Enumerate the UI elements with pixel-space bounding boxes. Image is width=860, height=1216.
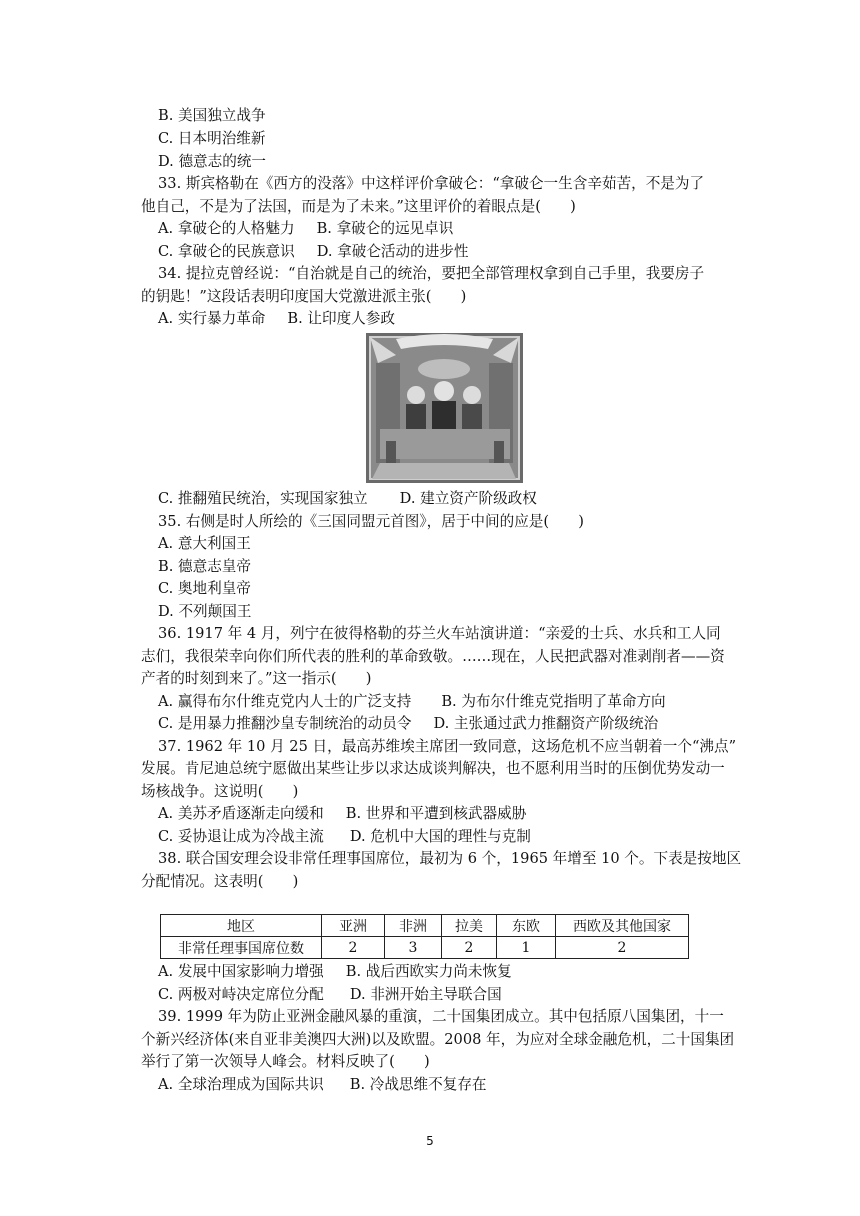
q33-option-b: B. 拿破仑的远见卓识 [316, 220, 454, 237]
q38-option-a: A. 发展中国家影响力增强 [158, 963, 324, 980]
q38-option-b: B. 战后西欧实力尚未恢复 [345, 963, 512, 980]
table-header-cell: 东欧 [497, 915, 556, 937]
q38-option-d: D. 非洲开始主导联合国 [349, 986, 502, 1003]
q33-stem-line1: 33. 斯宾格勒在《西方的没落》中这样评价拿破仑：“拿破仑一生含辛茹苦，不是为了 [158, 175, 705, 192]
q39-stem-line1: 39. 1999 年为防止亚洲金融风暴的重演，二十国集团成立。其中包括原八国集团，十一 [158, 1008, 724, 1025]
q37-options-ab [158, 803, 526, 825]
table-cell: 1 [497, 937, 556, 959]
q36-option-b: B. 为布尔什维克党指明了革命方向 [441, 693, 666, 710]
table-header-row [161, 915, 689, 937]
q36-stem-line1: 36. 1917 年 4 月，列宁在彼得格勒的芬兰火车站演讲道：“亲爱的士兵、水兵和工人同 [158, 625, 721, 642]
q36-stem-line2: 志们，我很荣幸向你们所代表的胜利的革命致敬。……现在，人民把武器对准剥削者——资 [141, 648, 725, 665]
table-cell: 2 [442, 937, 497, 959]
q37-option-c: C. 妥协退让成为冷战主流 [158, 828, 324, 845]
q34-options-ab [158, 308, 395, 330]
page-number: 5 [426, 1134, 434, 1148]
q34-stem-line1: 34. 提拉克曾经说：“自治就是自己的统治，要把全部管理权拿到自己手里，我要房子 [158, 265, 705, 282]
table-header-cell: 亚洲 [322, 915, 385, 937]
q36-option-c: C. 是用暴力推翻沙皇专制统治的动员令 [158, 715, 412, 732]
triple-alliance-portrait-image [366, 333, 523, 483]
q35-option-d: D. 不列颠国王 [158, 603, 252, 620]
q32-option-c: C. 日本明治维新 [158, 130, 266, 147]
q36-stem-line3: 产者的时刻到来了。”这一指示( ) [141, 670, 372, 687]
q38-options-ab [158, 961, 512, 983]
q33-option-a: A. 拿破仑的人格魅力 [158, 220, 295, 237]
q39-options-ab [158, 1074, 487, 1096]
q39-stem-line2: 个新兴经济体(来自亚非美澳四大洲)以及欧盟。2008 年，为应对全球金融危机，二十国集团 [141, 1031, 735, 1048]
q35-stem: 35. 右侧是时人所绘的《三国同盟元首图》，居于中间的应是( ) [158, 513, 584, 530]
q35-option-a: A. 意大利国王 [158, 535, 251, 552]
q38-options-cd [158, 984, 502, 1006]
q37-stem-line3: 场核战争。这说明( ) [141, 783, 299, 800]
q34-option-c: C. 推翻殖民统治，实现国家独立 [158, 490, 368, 507]
q34-option-d: D. 建立资产阶级政权 [399, 490, 537, 507]
q38-stem-line2: 分配情况。这表明( ) [141, 873, 299, 890]
q38-option-c: C. 两极对峙决定席位分配 [158, 986, 324, 1003]
q36-option-d: D. 主张通过武力推翻资产阶级统治 [433, 715, 659, 732]
q33-option-d: D. 拿破仑活动的进步性 [316, 243, 469, 260]
q34-stem-line2: 的钥匙！”这段话表明印度国大党激进派主张( ) [141, 288, 467, 305]
table-header-cell: 拉美 [442, 915, 497, 937]
q39-stem-line3: 举行了第一次领导人峰会。材料反映了( ) [141, 1053, 430, 1070]
q37-stem-line1: 37. 1962 年 10 月 25 日，最高苏维埃主席团一致同意，这场危机不应当朝着一个“沸点” [158, 738, 737, 755]
q38-stem-line1: 38. 联合国安理会设非常任理事国席位，最初为 6 个，1965 年增至 10 个。下表是按地区 [158, 850, 742, 867]
q34-option-a: A. 实行暴力革命 [158, 310, 266, 327]
q37-options-cd [158, 826, 531, 848]
q34-option-b: B. 让印度人参政 [287, 310, 395, 327]
q34-options-cd [158, 488, 537, 510]
q35-option-b: B. 德意志皇帝 [158, 558, 251, 575]
table-row [161, 937, 689, 959]
seat-distribution-table [160, 914, 689, 959]
q37-option-a: A. 美苏矛盾逐渐走向缓和 [158, 805, 324, 822]
table-cell: 2 [322, 937, 385, 959]
q32-option-d: D. 德意志的统一 [158, 153, 267, 170]
q35-option-c: C. 奥地利皇帝 [158, 580, 251, 597]
q32-option-b: B. 美国独立战争 [158, 107, 266, 124]
table-row-label: 非常任理事国席位数 [161, 937, 322, 959]
table-header-cell: 西欧及其他国家 [556, 915, 689, 937]
table-header-cell: 非洲 [385, 915, 442, 937]
q39-option-b: B. 冷战思维不复存在 [349, 1076, 487, 1093]
table-cell: 2 [556, 937, 689, 959]
q33-stem-line2: 他自己，不是为了法国，而是为了未来。”这里评价的着眼点是( ) [141, 198, 576, 215]
q36-options-ab [158, 691, 666, 713]
q33-options-ab [158, 218, 453, 240]
q37-option-b: B. 世界和平遭到核武器威胁 [345, 805, 527, 822]
q36-options-cd [158, 713, 658, 735]
q39-option-a: A. 全球治理成为国际共识 [158, 1076, 324, 1093]
table-cell: 3 [385, 937, 442, 959]
q33-option-c: C. 拿破仑的民族意识 [158, 243, 295, 260]
q37-option-d: D. 危机中大国的理性与克制 [349, 828, 531, 845]
q37-stem-line2: 发展。肯尼迪总统宁愿做出某些让步以求达成谈判解决，也不愿利用当时的压倒优势发动一 [141, 760, 725, 777]
q33-options-cd [158, 241, 469, 263]
q36-option-a: A. 赢得布尔什维克党内人士的广泛支持 [158, 693, 412, 710]
table-header-cell: 地区 [161, 915, 322, 937]
